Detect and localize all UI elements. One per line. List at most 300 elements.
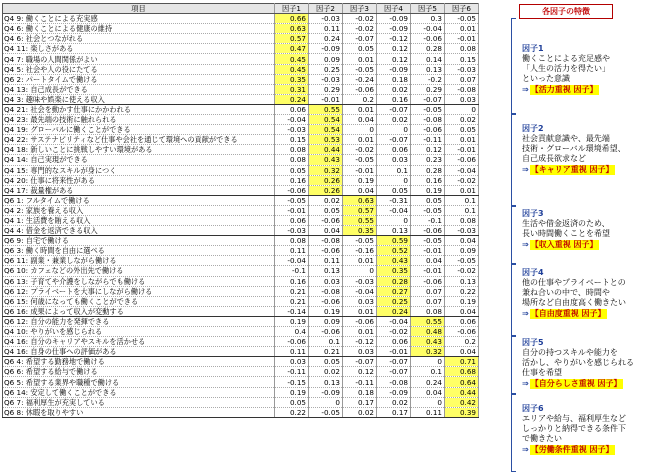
loading-cell: -0.05	[445, 14, 479, 24]
table-row	[3, 276, 479, 286]
loading-cell: -0.01	[411, 266, 445, 276]
loading-cell: 0.05	[411, 195, 445, 205]
factor-description-line: 「人生の活力を得たい」	[522, 64, 610, 73]
loading-cell: 0.22	[445, 286, 479, 296]
loading-cell: 0.03	[309, 276, 343, 286]
factor-name-badge: 【労働条件重視 因子】	[530, 445, 614, 454]
loading-cell: -0.03	[309, 14, 343, 24]
loading-cell: 0.1	[411, 367, 445, 377]
loading-cell: 0.05	[309, 205, 343, 215]
loading-cell: 0.24	[411, 377, 445, 387]
loading-cell: 0.18	[343, 387, 377, 397]
table-row	[3, 377, 479, 387]
factor-description-2	[522, 124, 648, 175]
loading-cell: -0.08	[445, 84, 479, 94]
table-row	[3, 185, 479, 195]
loading-cell: 0.39	[445, 407, 479, 417]
loading-cell: 0.43	[309, 155, 343, 165]
loading-cell: 0.06	[275, 215, 309, 225]
table-row	[3, 135, 479, 145]
loading-cell: -0.06	[343, 84, 377, 94]
loading-cell: 0.35	[275, 74, 309, 84]
loading-cell: -0.09	[377, 64, 411, 74]
table-row	[3, 84, 479, 94]
loading-cell: 0	[377, 125, 411, 135]
row-label: Q4 4: 借金を返済できる収入	[3, 226, 275, 236]
loading-cell: -0.01	[445, 34, 479, 44]
loading-cell: -0.02	[445, 175, 479, 185]
loading-cell: 0.11	[309, 256, 343, 266]
table-row	[3, 34, 479, 44]
loading-cell: 0.04	[411, 387, 445, 397]
loading-cell: -0.06	[275, 337, 309, 347]
row-label: Q4 17: 裁量権がある	[3, 185, 275, 195]
table-row	[3, 205, 479, 215]
row-label: Q6 1: フルタイムで働ける	[3, 195, 275, 205]
factor-description-line: 自分の持つスキルや能力を	[522, 348, 618, 357]
loading-cell: 0	[445, 104, 479, 114]
table-row	[3, 357, 479, 367]
loading-cell: 0.11	[275, 347, 309, 357]
group-bracket	[511, 264, 516, 336]
header-item: 項目	[3, 4, 275, 14]
loading-cell: 0.57	[343, 205, 377, 215]
row-label: Q4 6: 社会とつながれる	[3, 34, 275, 44]
loading-cell: 0	[309, 397, 343, 407]
loading-cell: -0.07	[343, 34, 377, 44]
loading-cell: 0.24	[377, 306, 411, 316]
loading-cell: 0.02	[377, 397, 411, 407]
loading-cell: 0.13	[377, 226, 411, 236]
factor-name-badge: 【キャリア重視 因子】	[530, 165, 614, 174]
table-row	[3, 165, 479, 175]
loading-cell: -0.01	[275, 205, 309, 215]
loading-cell: 0.01	[343, 54, 377, 64]
factor-heading: 因子1	[522, 44, 544, 53]
loading-cell: 0.03	[445, 94, 479, 104]
table-row	[3, 266, 479, 276]
table-row	[3, 175, 479, 185]
loading-cell: 0.03	[275, 357, 309, 367]
loading-cell: -0.03	[309, 74, 343, 84]
loading-cell: 0.14	[411, 54, 445, 64]
loading-cell: 0.05	[343, 44, 377, 54]
loading-cell: 0.35	[377, 266, 411, 276]
loading-cell: 0.2	[445, 337, 479, 347]
loading-cell: 0.32	[309, 165, 343, 175]
loading-cell: 0.43	[411, 337, 445, 347]
loading-cell: 0	[411, 397, 445, 407]
loading-cell: 0.29	[309, 84, 343, 94]
row-label: Q6 12: 自分の能力を発揮できる	[3, 316, 275, 326]
loading-cell: 0.04	[343, 115, 377, 125]
loading-cell: -0.24	[343, 74, 377, 84]
loading-cell: -0.05	[343, 64, 377, 74]
loading-cell: 0.15	[445, 54, 479, 64]
loading-cell: 0.1	[377, 165, 411, 175]
loading-cell: 0.02	[309, 195, 343, 205]
table-row	[3, 54, 479, 64]
loading-cell: -0.04	[377, 316, 411, 326]
loading-cell: 0.22	[275, 407, 309, 417]
loading-cell: 0.05	[445, 125, 479, 135]
loading-cell: -0.03	[445, 226, 479, 236]
loading-cell: 0.31	[275, 84, 309, 94]
loading-cell: -0.07	[411, 94, 445, 104]
loading-cell: -0.06	[411, 125, 445, 135]
table-row	[3, 145, 479, 155]
factor-description-line: 活かし、やりがいを感じられる	[522, 358, 634, 367]
loading-cell: 0.13	[309, 266, 343, 276]
table-row	[3, 387, 479, 397]
row-label: Q4 13: 自己成長ができる	[3, 84, 275, 94]
loading-cell: 0.02	[377, 115, 411, 125]
loading-cell: -0.04	[445, 165, 479, 175]
loading-cell: -0.31	[377, 195, 411, 205]
loading-cell: -0.05	[309, 407, 343, 417]
loading-cell: 0.17	[343, 397, 377, 407]
loading-cell: -0.06	[343, 316, 377, 326]
table-row	[3, 44, 479, 54]
loading-cell: -0.02	[377, 327, 411, 337]
row-label: Q4 6: 働くことによる健康の維持	[3, 24, 275, 34]
table-row	[3, 195, 479, 205]
loading-cell: -0.12	[377, 34, 411, 44]
loading-cell: 0.16	[377, 94, 411, 104]
loading-cell: 0.08	[445, 44, 479, 54]
loading-cell: 0.06	[445, 316, 479, 326]
loading-cell: 0.19	[275, 316, 309, 326]
loading-cell: 0.59	[377, 236, 411, 246]
factor-name-badge: 【収入重視 因子】	[530, 240, 598, 249]
loading-cell: 0.12	[411, 145, 445, 155]
loading-cell: 0	[343, 266, 377, 276]
factor-description-5	[522, 338, 648, 389]
arrow-icon: ⇒	[522, 379, 529, 388]
factor-characteristics-title: 各因子の特徴	[519, 4, 613, 19]
loading-cell: 0.47	[275, 44, 309, 54]
table-row	[3, 327, 479, 337]
row-label: Q6 3: 働く時間を自由に選べる	[3, 246, 275, 256]
group-bracket	[511, 114, 516, 206]
loading-cell: -0.12	[343, 337, 377, 347]
loading-cell: 0.45	[275, 64, 309, 74]
factor-heading: 因子6	[522, 404, 544, 413]
loading-cell: -0.02	[343, 24, 377, 34]
loading-cell: 0	[377, 215, 411, 225]
table-row	[3, 296, 479, 306]
loading-cell: 0.05	[275, 165, 309, 175]
loading-cell: 0.08	[275, 145, 309, 155]
table-row	[3, 24, 479, 34]
loading-cell: 0.48	[411, 327, 445, 337]
loading-cell: -0.16	[343, 246, 377, 256]
loading-cell: 0.16	[275, 276, 309, 286]
table-row	[3, 407, 479, 417]
factor-description-line: 社会貢献意識や、最先端	[522, 134, 610, 143]
loading-cell: 0.06	[275, 104, 309, 114]
loading-cell: 0.19	[445, 296, 479, 306]
loading-cell: 0.01	[343, 104, 377, 114]
loading-cell: 0.02	[377, 84, 411, 94]
loading-cell: 0.28	[377, 276, 411, 286]
table-row	[3, 125, 479, 135]
loading-cell: -0.1	[411, 215, 445, 225]
loading-cell: 0.54	[309, 125, 343, 135]
table-row	[3, 397, 479, 407]
loading-cell: -0.08	[411, 115, 445, 125]
loading-cell: -0.09	[377, 14, 411, 24]
loading-cell: -0.02	[343, 145, 377, 155]
loading-cell: 0.13	[309, 377, 343, 387]
loading-cell: 0.71	[445, 357, 479, 367]
row-label: Q4 22: サステナビリティなど仕事や会社を通じて環境への貢献ができる	[3, 135, 275, 145]
loading-cell: -0.06	[309, 215, 343, 225]
loading-cell: 0.24	[275, 94, 309, 104]
loading-cell: 0.16	[411, 175, 445, 185]
loading-cell: 0.08	[275, 155, 309, 165]
row-label: Q4 5: 社会や人の役にたてる	[3, 64, 275, 74]
factor-description-line: 自己成長欲求など	[522, 154, 586, 163]
factor-description-line: 他の仕事やプライベートとの	[522, 278, 626, 287]
loading-cell: -0.07	[343, 357, 377, 367]
loading-cell: 0.45	[275, 54, 309, 64]
loading-cell: 0.35	[343, 226, 377, 236]
loading-cell: 0.01	[343, 306, 377, 316]
row-label: Q6 9: 自宅で働ける	[3, 236, 275, 246]
loading-cell: 0.06	[377, 337, 411, 347]
loading-cell: 0.24	[309, 34, 343, 44]
loading-cell: 0.09	[445, 246, 479, 256]
table-row	[3, 64, 479, 74]
factor-description-1	[522, 44, 648, 95]
factor-description-line: 働くことによる充足感や	[522, 54, 610, 63]
table-row	[3, 246, 479, 256]
arrow-icon: ⇒	[522, 85, 529, 94]
loading-cell: 0.05	[275, 397, 309, 407]
loading-cell: 0.19	[343, 175, 377, 185]
loading-cell: -0.06	[309, 327, 343, 337]
header-factor-3: 因子3	[343, 4, 377, 14]
loading-cell: -0.04	[343, 286, 377, 296]
loading-cell: -0.07	[377, 104, 411, 114]
loading-cell: -0.03	[343, 276, 377, 286]
loading-cell: -0.05	[411, 205, 445, 215]
loading-cell: -0.08	[309, 286, 343, 296]
row-label: Q4 15: 専門的なスキルが身につく	[3, 165, 275, 175]
loading-cell: -0.09	[309, 387, 343, 397]
loading-cell: 0.12	[377, 44, 411, 54]
loading-cell: 0.26	[309, 175, 343, 185]
loading-cell: 0.66	[275, 14, 309, 24]
loading-cell: 0.05	[309, 357, 343, 367]
loading-cell: -0.01	[445, 145, 479, 155]
factor-description-line: 兼ね合いの中で、時間や	[522, 288, 610, 297]
loading-cell: 0.01	[343, 327, 377, 337]
loading-cell: 0.02	[445, 115, 479, 125]
factor-description-line: 場所など自由度高く働きたい	[522, 298, 626, 307]
loading-cell: -0.05	[445, 256, 479, 266]
loading-cell: 0.28	[411, 165, 445, 175]
loading-cell: 0.53	[309, 135, 343, 145]
loading-cell: -0.06	[411, 226, 445, 236]
table-row	[3, 115, 479, 125]
loading-cell: 0.25	[309, 64, 343, 74]
factor-description-4	[522, 268, 648, 319]
loading-cell: 0.11	[411, 407, 445, 417]
row-label: Q4 1: 生活費を賄える収入	[3, 215, 275, 225]
loading-cell: -0.14	[275, 306, 309, 316]
loading-cell: 0.02	[343, 407, 377, 417]
loading-cell: 0.21	[275, 286, 309, 296]
factor-description-3	[522, 209, 648, 250]
loading-cell: 0.09	[309, 316, 343, 326]
loading-cell: -0.06	[275, 185, 309, 195]
row-label: Q4 18: 新しいことに挑戦しやすい環境がある	[3, 145, 275, 155]
loading-cell: 0.16	[275, 175, 309, 185]
loading-cell: -0.01	[377, 347, 411, 357]
loading-cell: 0.1	[309, 337, 343, 347]
loading-cell: -0.01	[343, 165, 377, 175]
factor-loading-table	[2, 3, 479, 418]
row-label: Q6 8: 休暇を取りやすい	[3, 407, 275, 417]
loading-cell: 0.27	[377, 286, 411, 296]
loading-cell: 0.13	[445, 276, 479, 286]
loading-cell: -0.07	[377, 357, 411, 367]
loading-cell: 0.29	[411, 84, 445, 94]
loading-cell: -0.06	[411, 276, 445, 286]
row-label: Q4 23: 最先端の技術に触れられる	[3, 115, 275, 125]
loading-cell: 0.07	[411, 296, 445, 306]
factor-description-line: 技術・グローバル環境希望、	[522, 144, 626, 153]
loading-cell: 0.19	[411, 185, 445, 195]
group-bracket	[511, 206, 516, 264]
header-factor-4: 因子4	[377, 4, 411, 14]
loading-cell: -0.04	[411, 24, 445, 34]
loading-cell: 0.04	[445, 306, 479, 316]
arrow-icon: ⇒	[522, 309, 529, 318]
loading-cell: -0.08	[377, 377, 411, 387]
factor-heading: 因子5	[522, 338, 544, 347]
loading-cell: 0.03	[343, 347, 377, 357]
loading-cell: 0.21	[275, 296, 309, 306]
loading-cell: 0.28	[411, 44, 445, 54]
loading-cell: -0.06	[411, 34, 445, 44]
loading-cell: -0.04	[377, 205, 411, 215]
row-label: Q6 15: 何歳になっても働くことができる	[3, 296, 275, 306]
loading-cell: -0.11	[275, 367, 309, 377]
loading-cell: -0.05	[275, 195, 309, 205]
table-row	[3, 74, 479, 84]
loading-cell: 0.07	[411, 286, 445, 296]
group-bracket	[511, 336, 516, 394]
row-label: Q6 10: カフェなどの外出先で働ける	[3, 266, 275, 276]
loading-cell: -0.01	[309, 94, 343, 104]
loading-cell: 0.52	[377, 246, 411, 256]
loading-cell: 0.08	[445, 215, 479, 225]
loading-cell: 0	[377, 175, 411, 185]
loading-cell: 0.15	[275, 135, 309, 145]
factor-description-line: 生活や借金返済のため、	[522, 219, 610, 228]
row-label: Q6 13: 子育てや介護をしながらでも働ける	[3, 276, 275, 286]
loading-cell: -0.05	[343, 236, 377, 246]
row-label: Q4 21: 社会を動かす仕事にかかわれる	[3, 104, 275, 114]
loading-cell: 0.42	[445, 397, 479, 407]
loading-cell: 0.04	[445, 236, 479, 246]
loading-cell: 0.19	[309, 306, 343, 316]
loading-cell: 0.54	[309, 115, 343, 125]
row-label: Q6 11: 副業・兼業しながら働ける	[3, 256, 275, 266]
loading-cell: -0.11	[343, 377, 377, 387]
loading-cell: -0.03	[445, 64, 479, 74]
loading-cell: 0	[411, 357, 445, 367]
row-label: Q4 20: 仕事に将来性がある	[3, 175, 275, 185]
header-factor-2: 因子2	[309, 4, 343, 14]
loading-cell: 0.02	[309, 367, 343, 377]
loading-cell: -0.09	[377, 387, 411, 397]
loading-cell: -0.2	[411, 74, 445, 84]
row-label: Q4 19: グローバルに働くことができる	[3, 125, 275, 135]
table-row	[3, 306, 479, 316]
row-label: Q6 6: 希望する給与で働ける	[3, 367, 275, 377]
loading-cell: 0.63	[275, 24, 309, 34]
factor-heading: 因子4	[522, 268, 544, 277]
loading-cell: 0.04	[445, 347, 479, 357]
row-label: Q4 3: 趣味や娯楽に使える収入	[3, 94, 275, 104]
loading-cell: 0.18	[377, 74, 411, 84]
row-label: Q6 16: 成果によって収入が変動する	[3, 306, 275, 316]
factor-description-line: 仕事を希望	[522, 368, 562, 377]
loading-cell: -0.02	[343, 14, 377, 24]
factor-name-badge: 【自由度重視 因子】	[530, 309, 606, 318]
loading-cell: -0.02	[445, 266, 479, 276]
loading-cell: 0.68	[445, 367, 479, 377]
loading-cell: 0.1	[445, 195, 479, 205]
header-factor-1: 因子1	[275, 4, 309, 14]
loading-cell: 0.04	[343, 185, 377, 195]
loading-cell: 0.32	[411, 347, 445, 357]
table-row	[3, 236, 479, 246]
factor-description-line: エリアや給与、福利厚生など	[522, 414, 626, 423]
table-row	[3, 215, 479, 225]
loading-cell: -0.09	[309, 44, 343, 54]
group-bracket	[511, 394, 516, 472]
table-row	[3, 104, 479, 114]
factor-name-badge: 【活力重視 因子】	[530, 85, 598, 94]
loading-cell: -0.03	[275, 226, 309, 236]
row-label: Q4 2: 家族を養える収入	[3, 205, 275, 215]
loading-cell: 0.03	[377, 155, 411, 165]
loading-cell: 0.04	[411, 256, 445, 266]
row-label: Q6 2: パートタイムで働ける	[3, 74, 275, 84]
loading-cell: 0.55	[309, 104, 343, 114]
loading-cell: -0.03	[275, 125, 309, 135]
table-row	[3, 94, 479, 104]
loading-cell: 0.09	[309, 54, 343, 64]
loading-cell: -0.06	[309, 246, 343, 256]
row-label: Q6 7: 福利厚生が充実している	[3, 397, 275, 407]
loading-cell: 0.01	[445, 24, 479, 34]
factor-heading: 因子3	[522, 209, 544, 218]
loading-cell: -0.08	[309, 236, 343, 246]
loading-cell: -0.06	[445, 327, 479, 337]
loading-cell: 0.26	[309, 185, 343, 195]
loading-cell: 0.4	[275, 327, 309, 337]
loading-cell: 0.19	[275, 387, 309, 397]
row-label: Q4 11: 楽しさがある	[3, 44, 275, 54]
table-row	[3, 226, 479, 236]
table-row	[3, 347, 479, 357]
